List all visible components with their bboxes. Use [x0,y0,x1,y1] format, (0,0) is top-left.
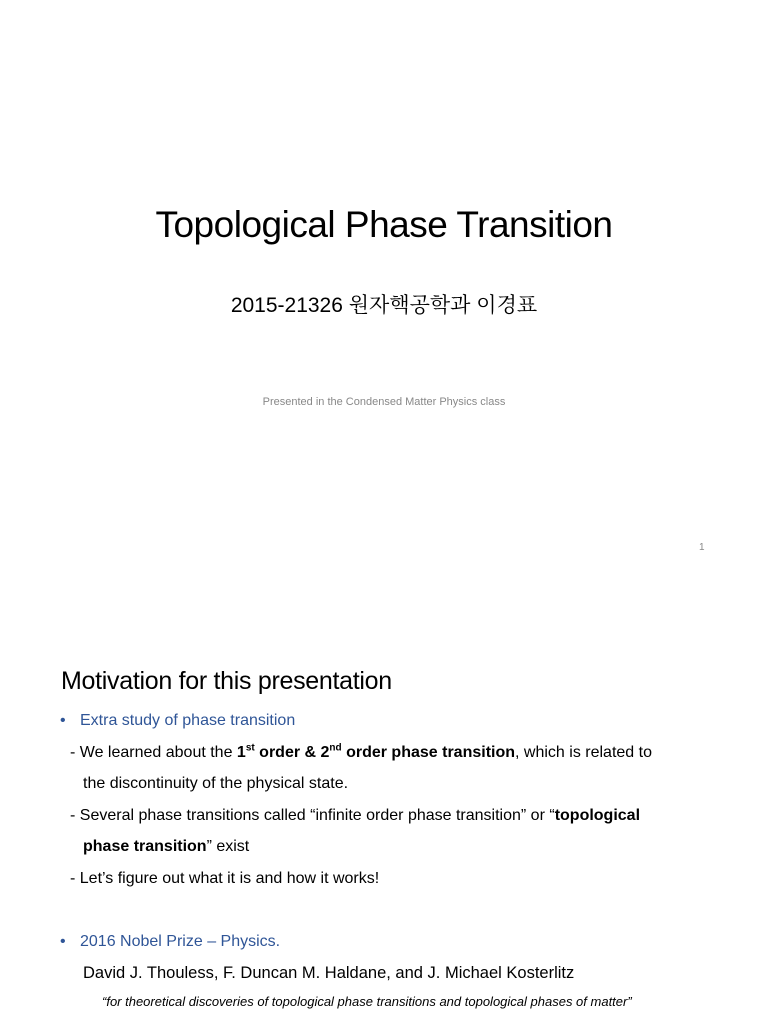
bullet-text: 2016 Nobel Prize – Physics. [80,933,281,950]
bold-text: topological [554,807,641,824]
student-id-and-name: 2015-21326 원자핵공학과 이경표 [230,294,538,317]
bullet-phase-transition [60,712,295,730]
bullet-nobel-prize [60,933,280,951]
line-text: ” exist [206,838,250,855]
bold-text: order & 2 [254,744,330,761]
page-number: 1 [699,542,705,553]
superscript: st [245,742,255,754]
superscript: nd [329,742,342,754]
text-line-3 [70,807,640,825]
slide-2 [0,640,768,1024]
text-line-1 [70,744,652,762]
bullet-marker: • [60,712,66,729]
text-line-2: the discontinuity of the physical state. [83,775,349,792]
line-text: , which is related to [515,744,652,761]
text-line-5: - Let’s figure out what it is and how it works! [70,870,380,887]
bullet-marker: • [60,933,66,950]
bold-text: order phase transition [341,744,516,761]
presented-note: Presented in the Condensed Matter Physics class [262,396,506,408]
slide-heading: Motivation for this presentation [61,667,392,695]
bullet-text: Extra study of phase transition [80,712,296,729]
line-text: - We learned about the [70,744,237,761]
text-line-4 [83,838,249,856]
bold-text: phase transition [83,838,207,855]
bold-text: 1 [236,744,246,761]
line-text: - Several phase transitions called “infinite order phase transition” or “ [70,807,555,824]
slide-title: Topological Phase Transition [155,204,613,245]
laureates: David J. Thouless, F. Duncan M. Haldane, and J. Michael Kosterlitz [83,964,575,982]
nobel-citation: “for theoretical discoveries of topological phase transitions and topological phases of matter” [102,994,632,1009]
